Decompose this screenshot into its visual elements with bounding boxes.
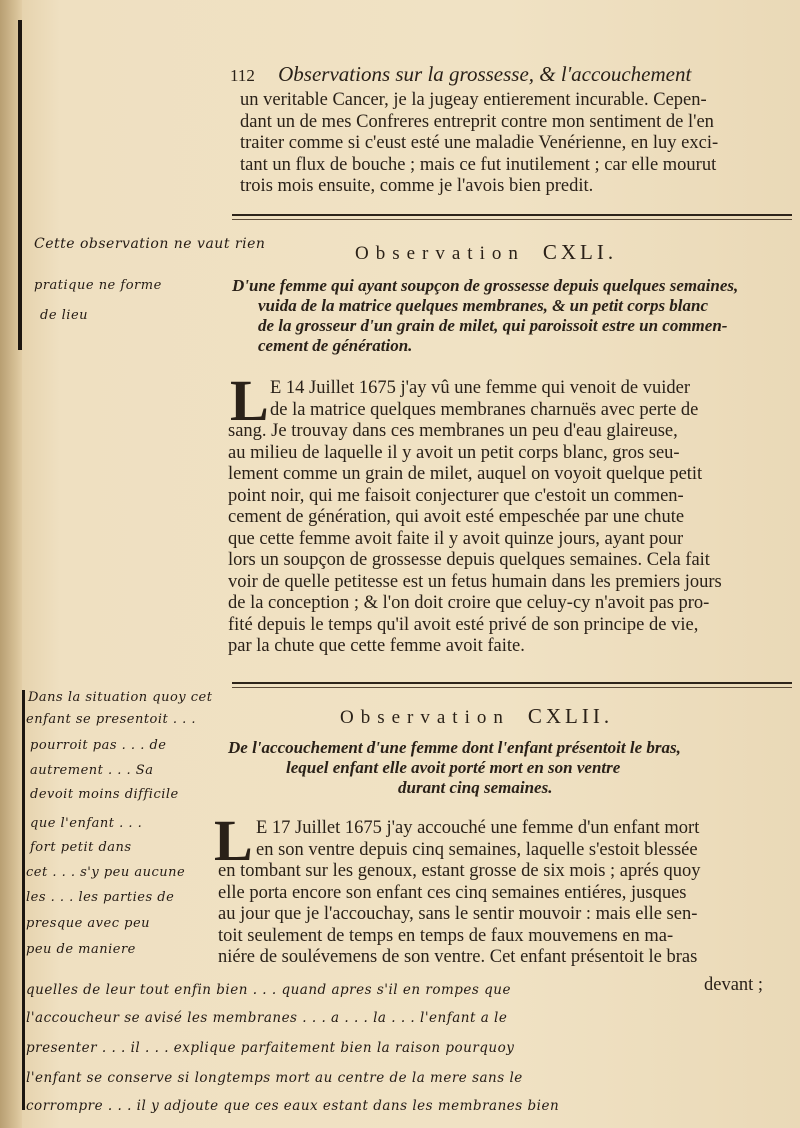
section-rule xyxy=(232,682,792,688)
text-line-end xyxy=(704,975,763,997)
text-line: de la matrice quelques membranes charnuës avec perte de xyxy=(270,399,699,420)
drop-cap: L xyxy=(214,808,253,873)
section-rule xyxy=(232,214,792,220)
summary-line: D'une femme qui ayant soupçon de grossesse depuis quelques semaines, xyxy=(232,276,739,295)
observation-142-body-start xyxy=(256,818,796,861)
text-line: en son ventre depuis cinq semaines, laquelle s'estoit blessée xyxy=(256,839,698,860)
observation-numeral: CXLI. xyxy=(542,240,618,264)
summary-line: De l'accouchement d'une femme dont l'enfant présentoit le bras, xyxy=(228,738,681,757)
binding-mark xyxy=(18,20,22,350)
text-line: E 17 Juillet 1675 j'ay accouché une femme d'un enfant mort xyxy=(256,818,700,838)
text-line: E 14 Juillet 1675 j'ay vû une femme qui venoit de vuider xyxy=(270,378,691,398)
handwritten-note: fort petit dans xyxy=(30,840,132,855)
text-line: elle porta encore son enfant ces cinq semaines entiéres, jusques xyxy=(218,882,687,903)
continuation-paragraph xyxy=(240,90,790,198)
page-number: 112 xyxy=(230,66,255,85)
observation-142-summary xyxy=(228,738,793,798)
text-line: traiter comme si c'eust esté une maladie Venérienne, en luy exci- xyxy=(240,133,719,153)
text-line: tant un flux de bouche ; mais ce fut inutilement ; car elle mourut xyxy=(240,154,717,175)
handwritten-note: pourroit pas . . . de xyxy=(30,738,167,753)
observation-141-body xyxy=(228,421,793,658)
text-line: lors un soupçon de grossesse depuis quelques semaines. Cela fait xyxy=(228,550,710,570)
handwritten-note: quelles de leur tout enfin bien . . . quand apres s'il en rompes que xyxy=(26,982,511,998)
text-line: niére de soulévemens de son ventre. Cet enfant présentoit le bras xyxy=(218,947,698,967)
text-line: un veritable Cancer, je la jugeay entierement incurable. Cepen- xyxy=(240,90,707,110)
text-line: trois mois ensuite, comme je l'avois bien predit. xyxy=(240,176,594,196)
text-line: dant un de mes Confreres entreprit contre mon sentiment de l'en xyxy=(240,111,714,132)
handwritten-note: presque avec peu xyxy=(26,916,151,931)
text-line: en tombant sur les genoux, estant grosse de six mois ; aprés quoy xyxy=(218,861,701,881)
handwritten-note: pratique ne forme xyxy=(34,278,162,293)
text-line: de la conception ; & l'on doit croire que celuy-cy n'avoit pas pro- xyxy=(228,593,710,613)
text-line: lement comme un grain de milet, auquel on voyoit quelque petit xyxy=(228,464,703,484)
text-line: devant ; xyxy=(704,975,764,995)
summary-line: lequel enfant elle avoit porté mort en son ventre xyxy=(286,758,621,777)
handwritten-note: cet . . . s'y peu aucune xyxy=(26,865,186,880)
observation-141-body-start xyxy=(270,378,795,421)
text-line: cement de génération, qui avoit esté empeschée par une chute xyxy=(228,507,685,527)
text-line: fité depuis le temps qu'il avoit esté privé de son principe de vie, xyxy=(228,614,699,635)
summary-line: de la grosseur d'un grain de milet, qui paroissoit estre un commen- xyxy=(258,316,728,335)
handwritten-note: de lieu xyxy=(40,308,89,323)
summary-line: vuida de la matrice quelques membranes, & un petit corps blanc xyxy=(258,296,709,315)
handwritten-note: Cette observation ne vaut rien xyxy=(34,236,266,252)
drop-cap: L xyxy=(230,368,269,433)
handwritten-note: peu de maniere xyxy=(26,942,136,957)
text-line: au milieu de laquelle il y avoit un petit corps blanc, gros seu- xyxy=(228,442,680,463)
observation-label: Observation xyxy=(355,243,525,264)
handwritten-note: enfant se presentoit . . . xyxy=(26,712,197,727)
handwritten-note: l'enfant se conserve si longtemps mort au centre de la mere sans le xyxy=(26,1070,523,1086)
text-line: par la chute que cette femme avoit faite. xyxy=(228,636,525,656)
summary-line: cement de génération. xyxy=(258,336,413,355)
observation-label: Observation xyxy=(340,707,510,728)
text-line: voir de quelle petitesse est un fetus humain dans les premiers jours xyxy=(228,571,722,592)
summary-line: durant cinq semaines. xyxy=(398,778,553,797)
observation-142-heading xyxy=(340,704,613,729)
binding-mark xyxy=(22,690,25,1110)
text-line: que cette femme avoit faite il y avoit quinze jours, ayant pour xyxy=(228,528,684,549)
text-line: toit seulement de temps en temps de faux mouvemens en ma- xyxy=(218,925,674,946)
observation-141-heading xyxy=(355,240,617,265)
handwritten-note: que l'enfant . . . xyxy=(30,816,143,831)
text-line: point noir, qui me faisoit conjecturer que c'estoit un commen- xyxy=(228,485,684,506)
handwritten-note: presenter . . . il . . . explique parfaitement bien la raison pourquoy xyxy=(26,1040,515,1056)
text-line: au jour que je l'accouchay, sans le sentir mouvoir : mais elle sen- xyxy=(218,904,698,924)
observation-numeral: CXLII. xyxy=(527,704,614,728)
handwritten-note: corrompre . . . il y adjoute que ces eaux estant dans les membranes bien xyxy=(26,1098,560,1114)
handwritten-note: autrement . . . Sa xyxy=(30,763,154,778)
handwritten-note: Dans la situation quoy cet xyxy=(28,690,213,705)
text-line: sang. Je trouvay dans ces membranes un peu d'eau glaireuse, xyxy=(228,421,678,441)
running-head xyxy=(230,62,790,87)
observation-141-summary xyxy=(232,276,792,356)
handwritten-note: les . . . les parties de xyxy=(26,890,175,905)
running-title: Observations sur la grossesse, & l'accouchement xyxy=(278,62,692,86)
handwritten-note: devoit moins difficile xyxy=(30,787,179,802)
handwritten-note: l'accoucheur se avisé les membranes . . . a . . . la . . . l'enfant a le xyxy=(26,1010,508,1026)
observation-142-body xyxy=(218,861,793,969)
